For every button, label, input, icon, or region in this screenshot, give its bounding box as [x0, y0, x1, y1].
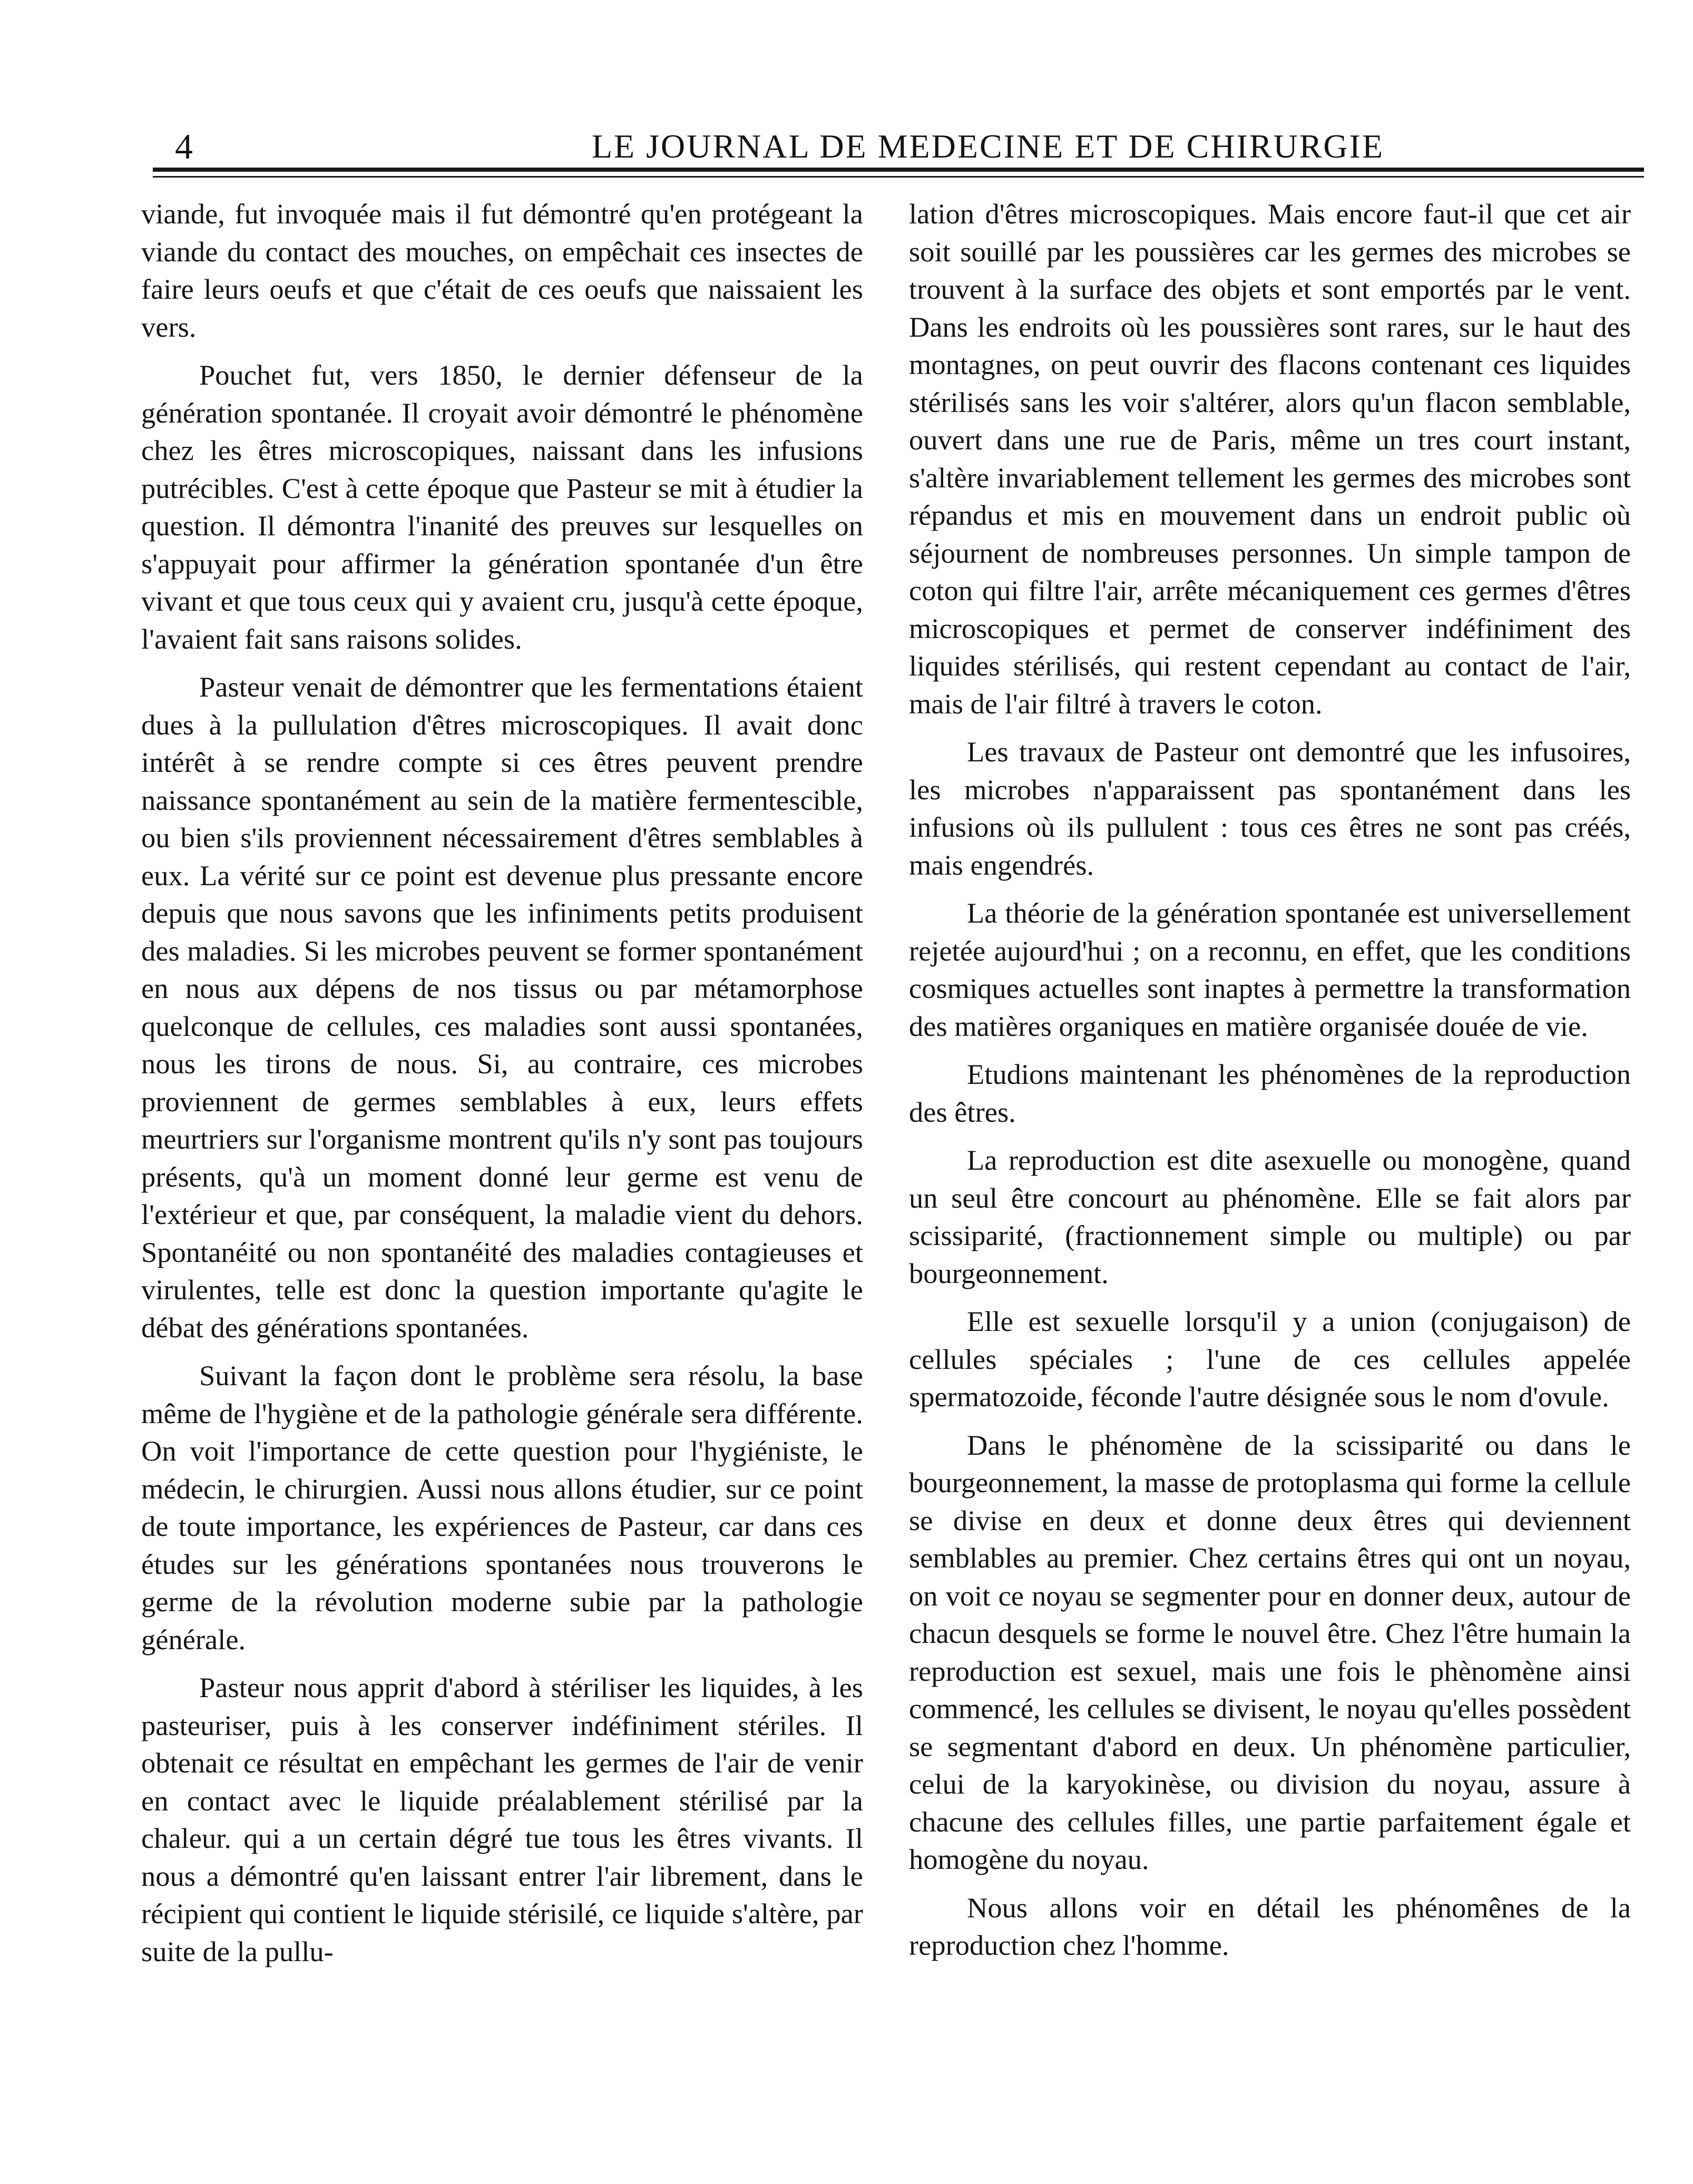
left-paragraph-5: Pasteur nous apprit d'abord à stériliser les liquides, à les pasteuriser, puis à les conserver indéfiniment stériles. Il obtenait ce résultat en empêchant les germes de l'air de venir en contact avec le liquide préalablement stérilisé par la chaleur. qui a un certain dégré tue tous les êtres vivants. Il nous a démontré qu'en laissant entrer l'air librement, dans le récipient qui contient le liquide stérisilé, ce liquide s'altère, par suite de la pullu- [141, 1671, 863, 1967]
header-rule-thick [153, 168, 1644, 172]
right-column [909, 195, 1631, 1964]
left-column [141, 195, 863, 1970]
journal-title: LE JOURNAL DE MEDECINE ET DE CHIRURGIE [591, 128, 1385, 165]
page-number: 4 [175, 126, 193, 167]
right-paragraph-7: Dans le phénomène de la scissiparité ou dans le bourgeonnement, la masse de protoplasma qui forme la cellule se divise en deux et donne deux êtres qui deviennent semblables au premier. Chez certains êtres qui ont un noyau, on voit ce noyau se segmenter pour en donner deux, autour de chacun desquels se forme le nouvel être. Chez l'être humain la reproduction est sexuel, mais une fois le phènomène ainsi commencé, les cellules se divisent, le noyau qu'elles possèdent se segmentant d'abord en deux. Un phénomène particulier, celui de la karyokinèse, ou division du noyau, assure à chacune des cellules filles, une partie parfaitement égale et homogène du noyau. [909, 1428, 1631, 1875]
right-paragraph-1: lation d'êtres microscopiques. Mais encore faut-il que cet air soit souillé par les poussières car les germes des microbes se trouvent à la surface des objets et sont emportés par le vent. Dans les endroits où les poussières sont rares, sur le haut des montagnes, on peut ouvrir des flacons contenant ces liquides stérilisés sans les voir s'altérer, alors qu'un flacon semblable, ouvert dans une rue de Paris, même un tres court instant, s'altère invariablement tellement les germes des microbes sont répandus et mis en mouvement dans un endroit public où séjournent de nombreuses personnes. Un simple tampon de coton qui filtre l'air, arrête mécaniquement ces germes d'êtres microscopiques et permet de conserver indéfiniment des liquides stérilisés, qui restent cependant au contact de l'air, mais de l'air filtré à travers le coton. [909, 198, 1631, 720]
page-header [153, 122, 1644, 170]
left-paragraph-3: Pasteur venait de démontrer que les fermentations étaient dues à la pullulation d'êtres microscopiques. Il avait donc intérêt à se rendre compte si ces êtres peuvent prendre naissance spontanément au sein de la matière fermentescible, ou bien s'ils proviennent nécessairement d'êtres semblables à eux. La vérité sur ce point est devenue plus pressante encore depuis que nous savons que les infiniments petits produisent des maladies. Si les microbes peuvent se former spontanément en nous aux dépens de nos tissus ou par métamorphose quelconque de cellules, ces maladies sont aussi spontanées, nous les tirons de nous. Si, au contraire, ces microbes proviennent de germes semblables à eux, leurs effets meurtriers sur l'organisme montrent qu'ils n'y sont pas toujours présents, qu'à un moment donné leur germe est venu de l'extérieur et que, par conséquent, la maladie vient du dehors. Spontanéité ou non spontanéité des maladies contagieuses et virulentes, telle est donc la question importante qu'agite le débat des générations spontanées. [141, 671, 863, 1344]
right-paragraph-5: La reproduction est dite asexuelle ou monogène, quand un seul être concourt au phénomène. Elle se fait alors par scissiparité, (fractionnement simple ou multiple) ou par bourgeonnement. [909, 1144, 1631, 1289]
right-paragraph-8: Nous allons voir en détail les phénomênes de la reproduction chez l'homme. [909, 1891, 1631, 1961]
right-paragraph-2: Les travaux de Pasteur ont demontré que les infusoires, les microbes n'apparaissent pas spontanément dans les infusions où ils pullulent : tous ces êtres ne sont pas créés, mais engendrés. [909, 736, 1631, 881]
right-paragraph-4: Etudions maintenant les phénomènes de la reproduction des êtres. [909, 1058, 1631, 1128]
left-paragraph-4: Suivant la façon dont le problème sera résolu, la base même de l'hygiène et de la pathologie générale sera différente. On voit l'importance de cette question pour l'hygiéniste, le médecin, le chirurgien. Aussi nous allons étudier, sur ce point de toute importance, les expériences de Pasteur, car dans ces études sur les générations spontanées nous trouverons le germe de la révolution moderne subie par la pathologie générale. [141, 1359, 863, 1656]
right-paragraph-3: La théorie de la génération spontanée est universellement rejetée aujourd'hui ; on a reconnu, en effet, que les conditions cosmiques actuelles sont inaptes à permettre la transformation des matières organiques en matière organisée douée de vie. [909, 897, 1631, 1042]
right-paragraph-6: Elle est sexuelle lorsqu'il y a union (conjugaison) de cellules spéciales ; l'une de ces cellules appelée spermatozoide, féconde l'autre désignée sous le nom d'ovule. [909, 1305, 1631, 1413]
left-paragraph-1: viande, fut invoquée mais il fut démontré qu'en protégeant la viande du contact des mouches, on empêchait ces insectes de faire leurs oeufs et que c'était de ces oeufs que naissaient les vers. [141, 198, 863, 343]
left-paragraph-2: Pouchet fut, vers 1850, le dernier défenseur de la génération spontanée. Il croyait avoir démontré le phénomène chez les êtres microscopiques, naissant dans les infusions putrécibles. C'est à cette époque que Pasteur se mit à étudier la question. Il démontra l'inanité des preuves sur lesquelles on s'appuyait pour affirmer la génération spontanée d'un être vivant et que tous ceux qui y avaient cru, jusqu'à cette époque, l'avaient fait sans raisons solides. [141, 359, 863, 655]
header-rule-thin [153, 176, 1644, 178]
